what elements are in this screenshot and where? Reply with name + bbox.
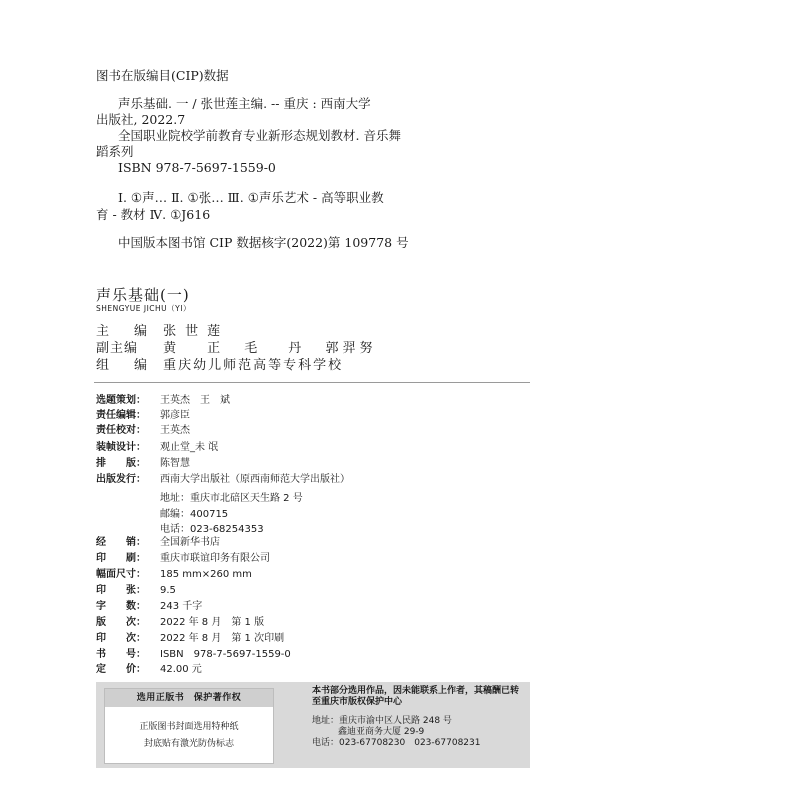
cip-line-3: 全国职业院校学前教育专业新形态规划教材. 音乐舞 [118,128,401,143]
pub-row [96,600,202,613]
pub-row [96,473,350,486]
pub-row [96,552,270,565]
pub-value: 王英杰 [160,425,190,436]
pub-value: 9.5 [160,585,176,596]
pub-label: 印 次： [96,633,146,644]
pub-label: 责任编辑： [96,410,146,421]
copyright-center-building: 鑫迪亚商务大厦 29-9 [338,727,425,737]
editor-name: 郭羿努 [325,341,377,356]
editor-name: 重庆幼儿师范高等专科学校 [163,358,344,373]
copyright-center-phone: 电话：023-67708230 023-67708231 [312,738,481,748]
cip-line-4: 蹈系列 [96,144,134,159]
publisher-postcode: 邮编：400715 [160,509,229,520]
editor-name: 张世莲 [163,324,230,339]
publisher-phone: 电话：023-68254353 [160,524,264,535]
editor-role: 主 编 [96,324,154,339]
pub-value: 全国新华书店 [160,537,220,548]
stamp-line: 封底贴有激光防伪标志 [143,739,234,749]
copyright-footer [96,682,530,768]
pub-value: ISBN 978-7-5697-1559-0 [160,649,291,660]
book-title: 声乐基础(一) [96,286,190,304]
editor-row-organizer [96,354,353,373]
pub-row [96,632,284,645]
editor-role: 副主编 [96,341,139,356]
cip-heading: 图书在版编目(CIP)数据 [96,68,229,83]
cip-isbn: ISBN 978-7-5697-1559-0 [118,160,276,175]
pub-row [96,584,176,597]
pub-value: 陈智慧 [160,458,190,469]
pub-value: 郭彦臣 [160,410,190,421]
pub-label: 字 数： [96,601,146,612]
pub-value: 2022 年 8 月 第 1 版 [160,617,265,628]
pub-value: 243 千字 [160,601,203,612]
pub-row [96,457,190,470]
stamp-title: 选用正版书 保护著作权 [105,689,273,707]
pub-value: 王英杰 王 斌 [160,395,230,406]
pub-label: 书 号： [96,649,146,660]
pub-row [96,441,218,454]
pub-value: 2022 年 8 月 第 1 次印刷 [160,633,285,644]
pub-row [96,394,230,407]
stamp-line: 正版图书封面选用特种纸 [139,722,239,732]
pub-value: 西南大学出版社（原西南师范大学出版社） [160,474,350,485]
pub-label: 装帧设计： [96,442,146,453]
anti-counterfeit-stamp [104,688,274,764]
copyright-center-address: 地址：重庆市渝中区人民路 248 号 [312,716,452,726]
pub-row [96,536,220,549]
cip-line-1: 声乐基础. 一 / 张世莲主编. -- 重庆 : 西南大学 [118,96,371,111]
pub-label: 印 刷： [96,553,146,564]
book-pinyin: SHENGYUE JICHU（YI） [96,304,191,313]
copyright-notice [312,686,526,749]
cip-classification-1: Ⅰ. ①声… Ⅱ. ①张… Ⅲ. ①声乐艺术 - 高等职业教 [118,190,384,205]
publisher-address: 地址：重庆市北碚区天生路 2 号 [160,493,303,504]
pub-row [96,648,291,661]
royalty-notice: 本书部分选用作品，因未能联系上作者，其稿酬已转至重庆市版权保护中心 [312,686,520,707]
editor-name: 黄 正 [163,341,230,356]
pub-value: 观止堂_未 氓 [160,442,219,453]
pub-label: 印 张： [96,585,146,596]
cip-line-2: 出版社, 2022.7 [96,112,186,127]
pub-row [96,424,190,437]
pub-label: 版 次： [96,617,146,628]
pub-label: 出版发行： [96,474,146,485]
pub-row [96,568,252,581]
pub-label: 责任校对： [96,425,146,436]
pub-row [96,409,190,422]
pub-row [96,663,202,676]
pub-row [96,616,264,629]
pub-label: 选题策划： [96,395,146,406]
pub-label: 幅面尺寸： [96,569,146,580]
cip-classification-2: 育 - 教材 Ⅳ. ①J616 [96,207,211,222]
editor-name: 毛 丹 [244,341,311,356]
pub-label: 定 价： [96,664,146,675]
section-divider [94,382,530,383]
pub-label: 经 销： [96,537,146,548]
cip-record-number: 中国版本图书馆 CIP 数据核字(2022)第 109778 号 [118,235,409,250]
pub-label: 排 版： [96,458,146,469]
editor-role: 组 编 [96,358,154,373]
pub-value: 42.00 元 [160,664,202,675]
pub-value: 重庆市联谊印务有限公司 [160,553,270,564]
pub-value: 185 mm×260 mm [160,569,252,580]
